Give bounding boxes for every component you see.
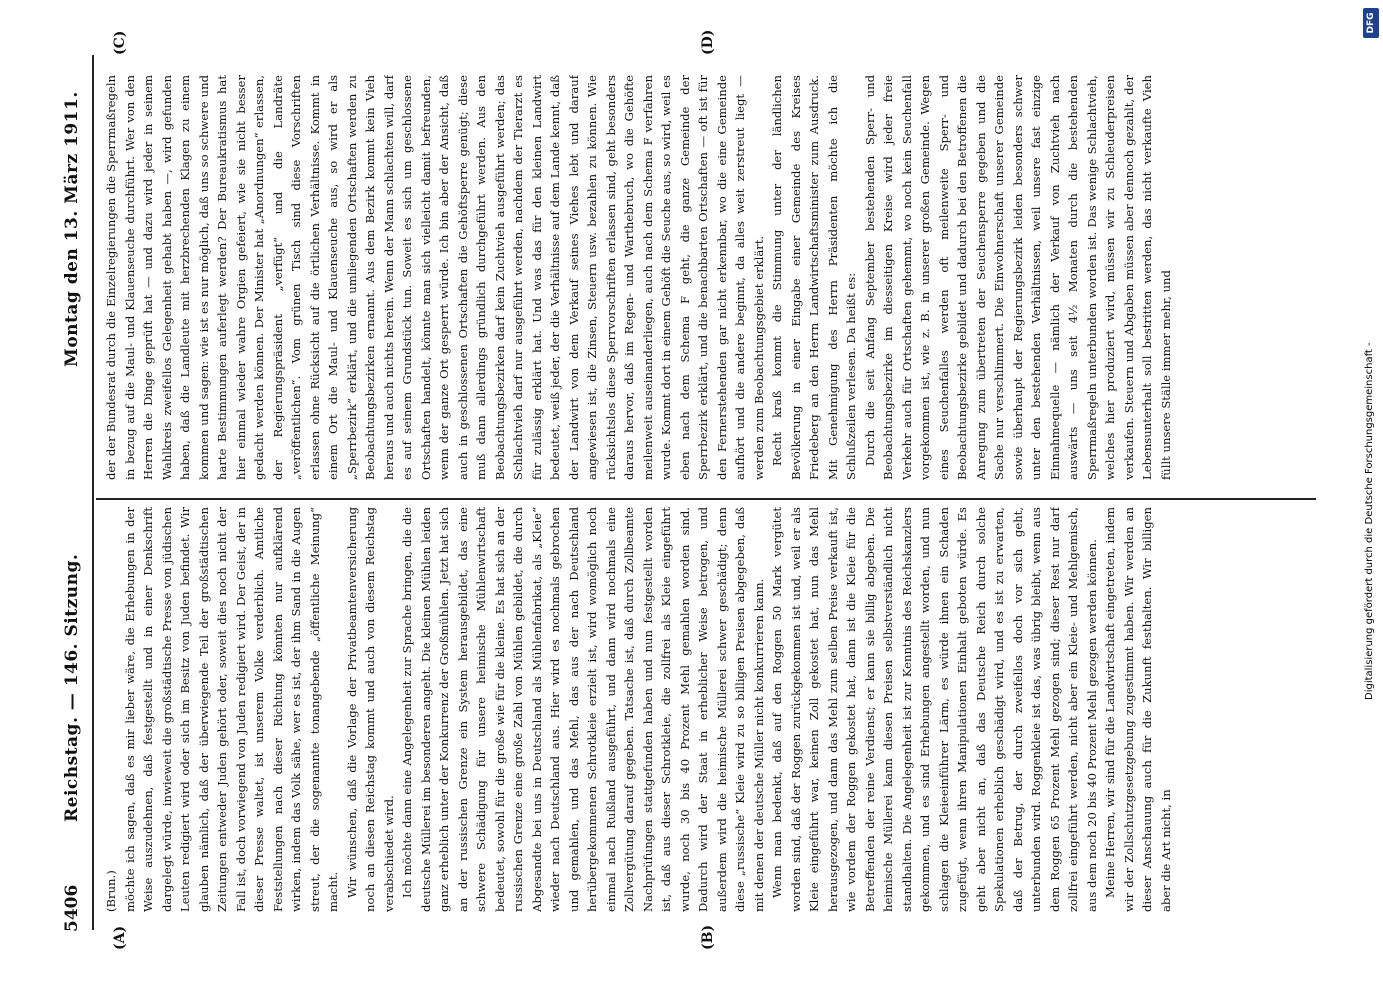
- session-title: Reichstag. — 146. Sitzung.: [62, 553, 82, 822]
- margin-marker-c: (C): [112, 30, 128, 55]
- left-paragraph: möchte ich sagen, daß es mir lieber wäre, die Erhebungen in der Weise auszudehnen, daß festgestellt und in einer Denkschrift dargelegt würde, inwieweit die großstädtische Presse von jüdischen Leuten redigiert wird oder sich im Besitz von Juden befindet. Wir glauben nämlich, daß der überwiegende Teil der großstädtischen Zeitungen entweder Juden gehört oder, soweit dies noch nicht der Fall ist, doch vorwiegend von Juden redigiert wird. Der Geist, der in dieser Presse waltet, ist unserem Volke verderblich. Amtliche Feststellungen nach dieser Richtung könnten nur aufklärend wirken, indem das Volk sähe, wer es ist, der ihm Sand in die Augen streut, der die sogenannte tonangebende „öffentliche Meinung“ macht.: [122, 507, 340, 912]
- speaker-note: (Brun.): [104, 870, 118, 912]
- column-divider: [96, 498, 1316, 500]
- margin-marker-a: (A): [112, 925, 128, 950]
- dfg-logo: DFG: [1363, 8, 1379, 38]
- margin-marker-d: (D): [700, 29, 716, 55]
- right-column: [102, 75, 1327, 480]
- header-rule: [92, 55, 94, 930]
- page-number: 5406: [62, 884, 82, 932]
- right-paragraph: Recht kraß kommt die Stimmung unter der ländlichen Bevölkerung in einer Eingabe einer Gemeinde des Kreises Friedeberg an den Herrn Landwirtschaftsminister zum Ausdruck. Mit Genehmigung des Herrn Präsidenten möchte ich die Schlußzeilen verlesen. Da heißt es:: [770, 75, 858, 480]
- margin-marker-b: (B): [700, 924, 716, 950]
- session-date: Montag den 13. März 1911.: [62, 91, 82, 367]
- left-paragraph: Meine Herren, wir sind für die Landwirtschaft eingetreten, indem wir der Zollschutzgesetzgebung zugestimmt haben. Wir werden an dieser Anschauung auch für die Zukunft festhalten. Wir billigen aber die Art nicht, in: [1103, 507, 1173, 912]
- left-column: [102, 507, 1327, 912]
- page-header: [62, 62, 92, 932]
- left-paragraph: Wenn man bedenkt, daß auf den Roggen 50 Mark vergütet worden sind, daß der Roggen zurückgekommen ist und, weil er als Kleie eingeführt war, keinen Zoll gekostet hat, nun das Mehl herausgezogen, und dann das Mehl zum selben Preise verkauft ist, wie vordem der Roggen gekostet hat, dann ist die Kleie für die Betreffenden der reine Verdienst; er kann sie billig abgeben. Die heimische Müllerei kann diesen Preisen selbstverständlich nicht standhalten. Die Angelegenheit ist zur Kenntnis des Reichskanzlers gekommen, und es sind Erhebungen angestellt worden, und nun schlagen die Kleieeinführer Lärm, es würde ihnen ein Schaden zugefügt, wenn ihren Manipulationen Einhalt geboten würde. Es geht aber nicht an, daß das Deutsche Reich durch solche Spekulationen erheblich geschädigt wird, und es ist zu erwarten, daß der Betrug, der durch zweifellos doch vor sich geht, unterbunden wird. Roggenkleie ist das, was übrig bleibt, wenn aus dem Roggen 65 Prozent Mehl gezogen sind; dieser Rest nur darf zollfrei eingeführt werden, nicht aber ein Kleie- und Mehlgemisch, aus dem noch 20 bis 40 Prozent Mehl gezogen werden können.: [770, 507, 1099, 912]
- right-paragraph: Durch die seit Anfang September bestehenden Sperr- und Beobachtungsbezirke im diesseitigen Kreise wird jeder freie Verkehr auch für Ortschaften gehemmt, wo noch kein Seuchenfall vorgekommen ist, wie z. B. in unserer großen Gemeinde. Wegen eines Seuchenfalles werden oft meilenweite Sperr- und Beobachtungsbezirke gebildet und dadurch bei den Betroffenen die Anregung zum übertreten der Seuchensperre gegeben und die Sache nur verschlimmert. Die Einwohnerschaft unserer Gemeinde sowie überhaupt der Regierungsbezirk leiden besonders schwer unter den bestehenden Verhältnissen, weil unsere fast einzige Einnahmequelle — nämlich der Verkauf von Zuchtvieh nach auswärts — uns seit 4½ Monaten durch die bestehenden Sperrmaßregeln unterbunden worden ist. Das wenige Schlachtvieh, welches hier produziert wird, müssen wir zu Schleuderpreisen verkaufen. Steuern und Abgaben müssen aber dennoch gezahlt, der Lebensunterhalt soll bestritten werden, das nicht verkaufte Vieh füllt unsere Ställe immer mehr, und: [862, 75, 1173, 480]
- left-paragraph: Ich möchte dann eine Angelegenheit zur Sprache bringen, die die deutsche Müllerei im besonderen angeht. Die kleinen Mühlen leiden ganz erheblich unter der Konkurrenz der Großmühlen. Jetzt hat sich an der russischen Grenze ein System herausgebildet, das eine schwere Schädigung für unsere heimische Mühlenwirtschaft bedeutet, sowohl für die große wie für die kleine. Es hat sich an der russischen Grenze eine große Zahl von Mühlen gebildet, die durch Abgesandte bei uns in Deutschland als Mühlenfabrikat, als „Kleie“ wieder nach Deutschland aus. Hier wird es nochmals gebrochen und gemahlen, und das Mehl, das aus der nach Deutschland herübergekommenen Schrotkleie erzielt ist, wird womöglich noch einmal nach Rußland ausgeführt, und dann wird nochmals eine Zollvergütung darauf gegeben. Tatsache ist, daß durch Zollbeamte Nachprüfungen stattgefunden haben und nun festgestellt worden ist, daß aus dieser Schrotkleie, die zollfrei als Kleie eingeführt wurde, noch 30 bis 40 Prozent Mehl gemahlen worden sind. Dadurch wird der Staat in erheblicher Weise betrogen, und außerdem wird die heimische Müllerei schwer geschädigt; denn diese „russische“ Kleie wird zu so billigen Preisen abgegeben, daß mit denen der deutsche Müller nicht konkurrieren kann.: [400, 507, 766, 912]
- digitization-note-text: Digitalisierung gefördert durch die Deutsche Forschungsgemeinschaft -: [1364, 342, 1375, 700]
- right-paragraph: der der Bundesrat durch die Einzelregierungen die Sperrmaßregeln in bezug auf die Maul- und Klauenseuche durchführt. Wer von den Herren die Dinge geprüft hat — und dazu wird jeder in seinem Wahlkreis zweifellos Gelegenheit gehabt haben —, wird gefunden haben, daß die Landleute mit herzbrechenden Klagen zu einem kommen und sagen: wie ist es nur möglich, daß uns so schwere und harte Bestimmungen auferlegt werden? Der Bureaukratismus hat hier einmal wieder wahre Orgien gefeiert, wie sie nicht besser gedacht werden können. Der Minister hat „Anordnungen“ erlassen, der Regierungspräsident „verfügt“ und die Landräte „veröffentlichen“. Vom grünen Tisch sind diese Vorschriften erlassen ohne Rücksicht auf die örtlichen Verhältnisse. Kommt in einem Ort die Maul- und Klauenseuche aus, so wird er als „Sperrbezirk“ erklärt, und die umliegenden Ortschaften werden zu Beobachtungsbezirken ernannt. Aus dem Bezirk kommt kein Vieh heraus und auch nichts herein. Wenn der Mann schlachten will, darf es auf seinem Grundstück tun. Soweit es sich um geschlossene Ortschaften handelt, könnte man sich vielleicht damit befreunden, wenn der ganze Ort gesperrt würde. Ich bin aber der Ansicht, daß auch in geschlossenen Ortschaften die Gehöftsperre genügt; diese muß dann allerdings gründlich durchgeführt werden. Aus den Beobachtungsbezirken darf kein Zuchtvieh ausgeführt werden; das Schlachtvieh darf nur ausgeführt werden, nachdem der Tierarzt es für zulässig erklärt hat. Und was das für den kleinen Landwirt bedeutet, weiß jeder, der die Verhältnisse auf dem Lande kennt, daß der Landwirt von dem Verkauf seines Viehes lebt und darauf angewiesen ist, die Zinsen, Steuern usw. bezahlen zu können. Wie rücksichtslos diese Sperrvorschriften erlassen sind, geht besonders daraus hervor, daß im Regen- und Warthebruch, wo die Gehöfte meilenweit auseinanderliegen, auch nach dem Schema F verfahren wurde. Kommt dort in einem Gehöft die Seuche aus, so wird, weil es eben nach dem Schema F geht, die ganze Gemeinde der Sperrbezirk erklärt, und die benachbarten Ortschaften — oft ist für den Fernerstehenden gar nicht erkennbar, wo die eine Gemeinde aufhört und die andere beginnt, da alles weit zerstreut liegt — werden zum Beobachtungsgebiet erklärt.: [104, 75, 766, 480]
- digitization-note: [1361, 20, 1379, 980]
- left-paragraph: Wir wünschen, daß die Vorlage der Privatbeamtenversicherung noch an diesen Reichstag kommt und auch von diesem Reichstag verabschiedet wird.: [344, 507, 396, 912]
